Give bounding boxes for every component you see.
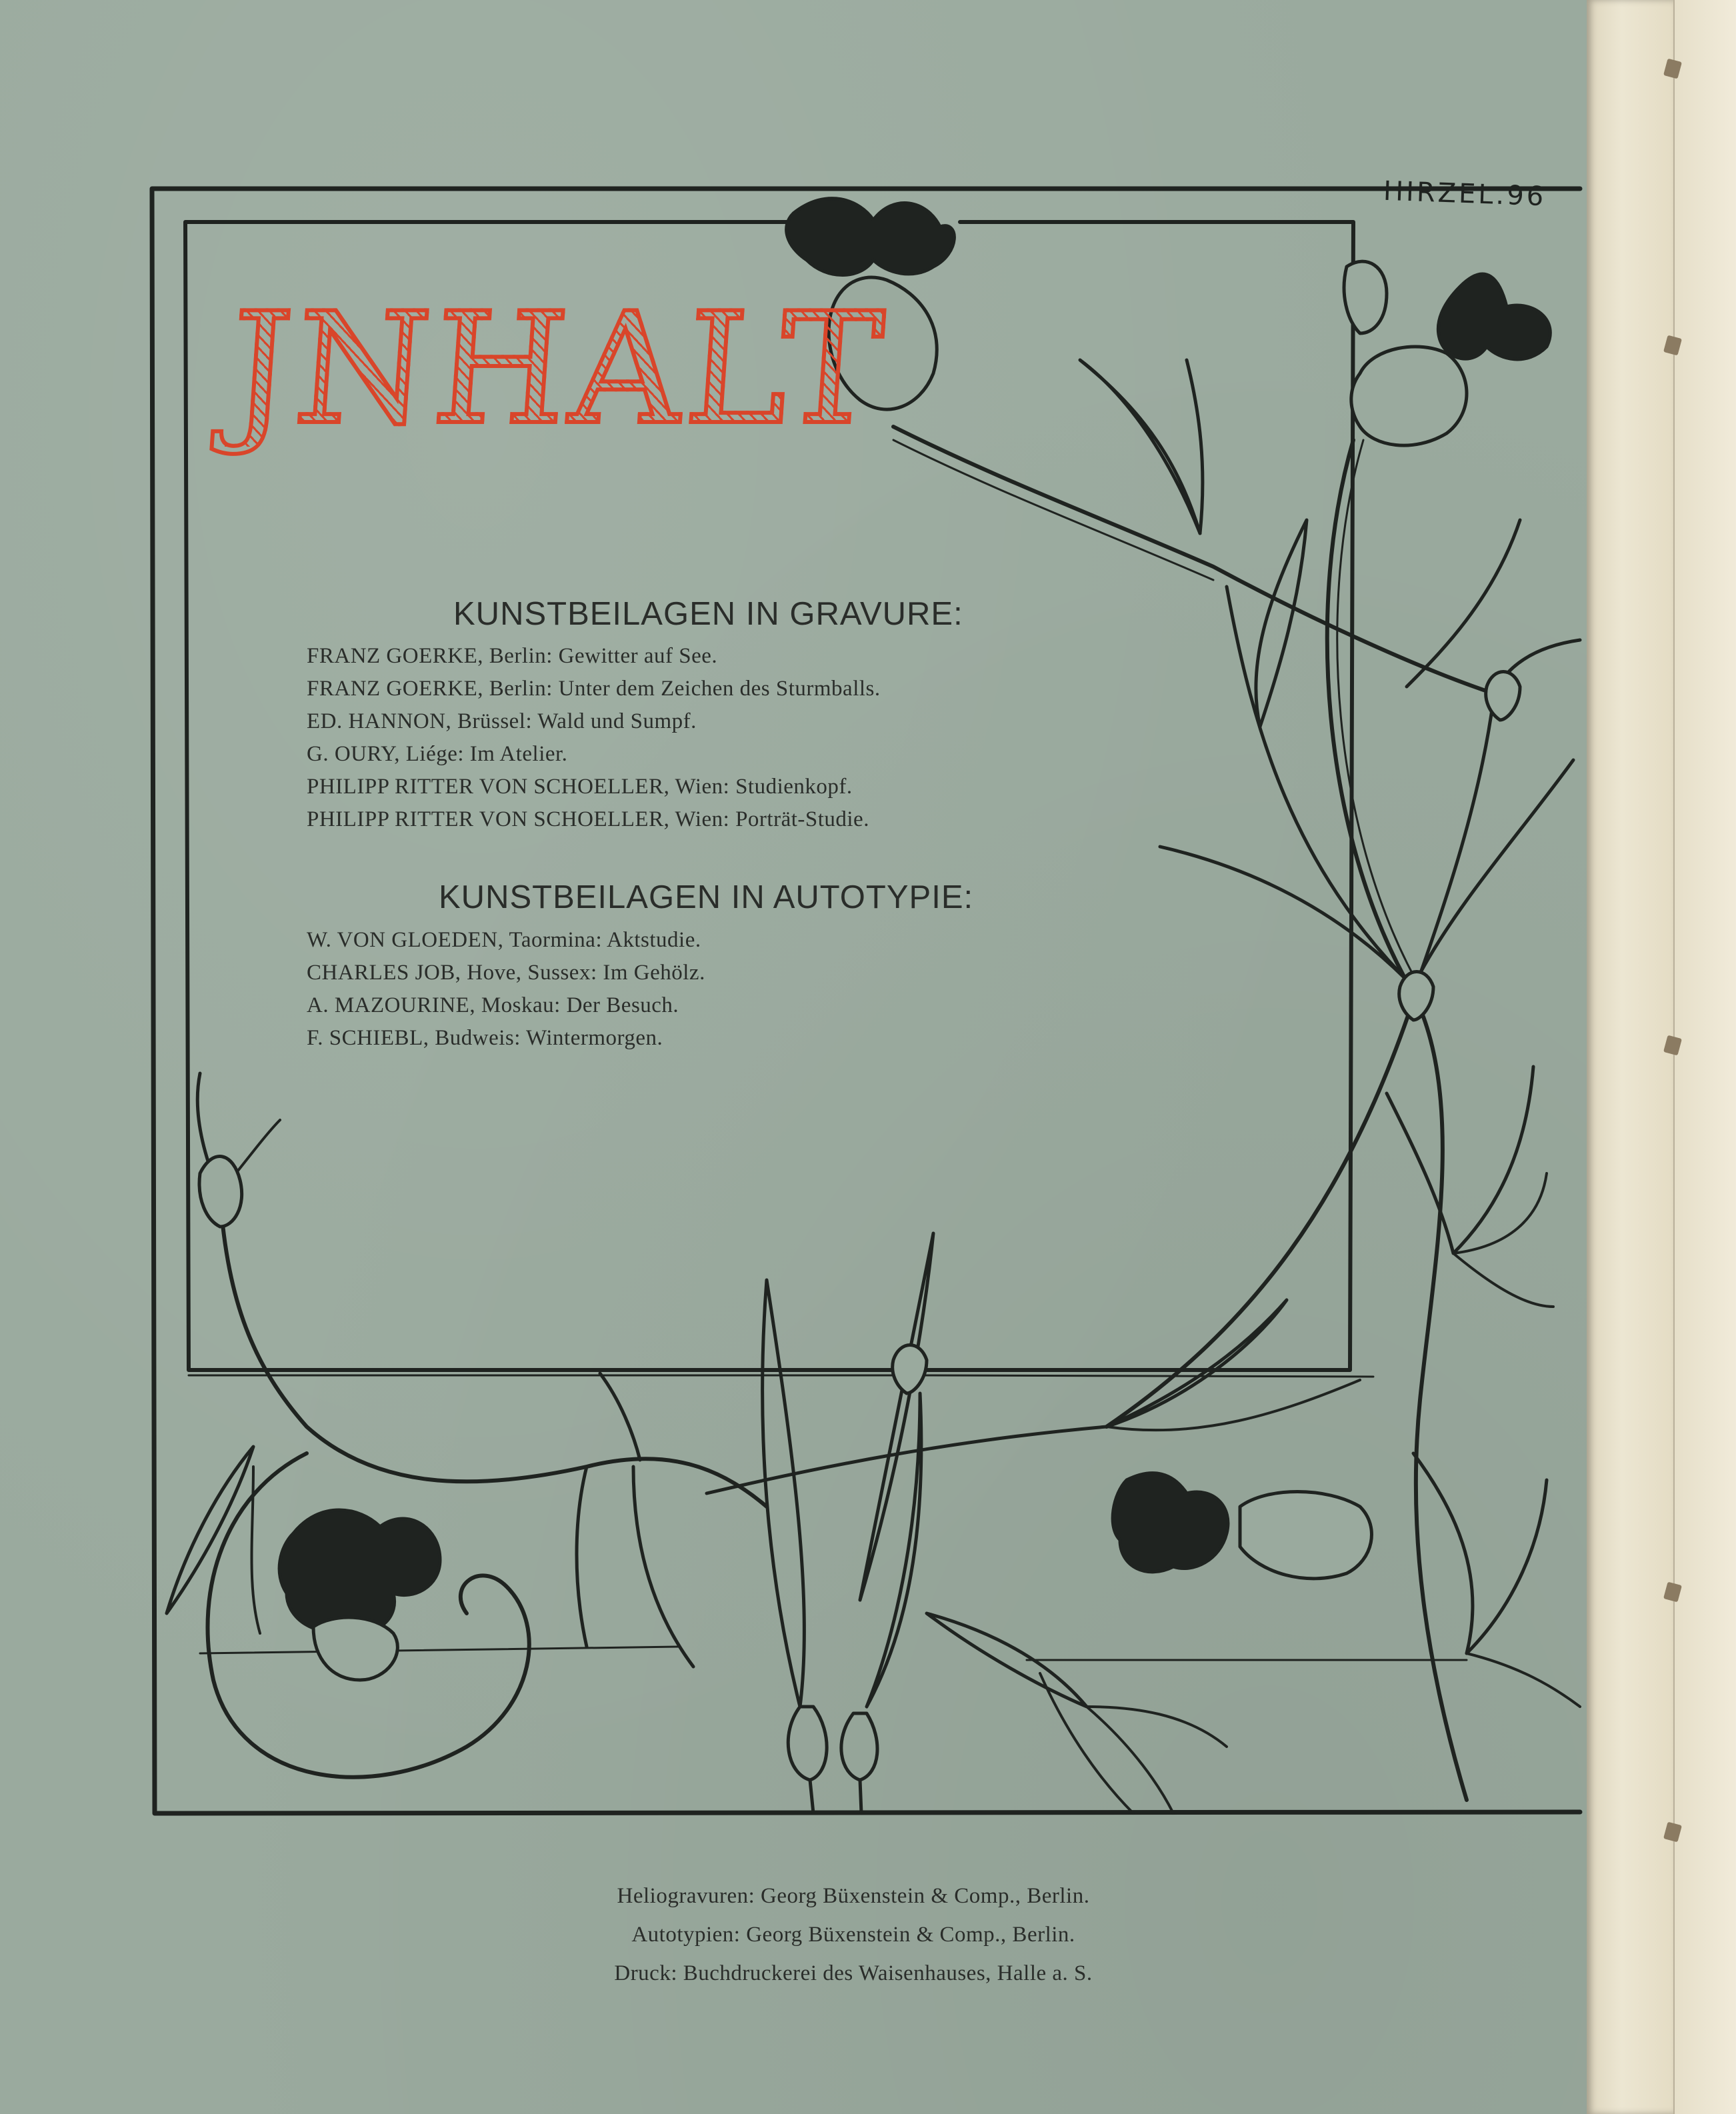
- leaf: [600, 1373, 640, 1460]
- stem: [1413, 700, 1493, 993]
- flower-bud: [313, 1617, 397, 1680]
- stem: [893, 427, 1493, 693]
- leaf: [1387, 1067, 1533, 1253]
- list-item: PHILIPP RITTER VON SCHOELLER, Wien: Studienkopf.: [307, 775, 853, 799]
- list-item: W. VON GLOEDEN, Taormina: Aktstudie.: [307, 928, 701, 952]
- list-item: FRANZ GOERKE, Berlin: Unter dem Zeichen des Sturmballs.: [307, 677, 881, 701]
- stem: [220, 1193, 767, 1507]
- leaf: [1420, 760, 1573, 973]
- leaf: [633, 1467, 693, 1667]
- stem: [1413, 1453, 1473, 1653]
- printer-credits: [0, 1877, 1587, 1993]
- flower-head: [1438, 274, 1550, 359]
- bulb: [788, 1707, 827, 1780]
- stem: [810, 1780, 861, 1813]
- stem: [1107, 1000, 1413, 1427]
- credit-line: Heliogravuren: Georg Büxenstein & Comp., Berlin.: [617, 1884, 1090, 1908]
- autotypie-list: [307, 924, 705, 1055]
- leaf: [1467, 1480, 1547, 1653]
- leaf: [1107, 1380, 1360, 1430]
- artist-signature: HIRZEL.96: [1383, 175, 1547, 213]
- flower-head: [787, 199, 955, 275]
- section-heading-gravure: KUNSTBEILAGEN IN GRAVURE:: [453, 596, 963, 632]
- page-title: JNHALT: [223, 281, 892, 459]
- leaf: [1087, 1707, 1173, 1813]
- leaf: [763, 1280, 805, 1707]
- flower-bud: [199, 1157, 242, 1227]
- list-item: G. OURY, Liége: Im Atelier.: [307, 742, 568, 766]
- section-heading-autotypie: KUNSTBEILAGEN IN AUTOTYPIE:: [439, 879, 974, 915]
- flower-head: [279, 1510, 440, 1631]
- list-item: PHILIPP RITTER VON SCHOELLER, Wien: Porträt-Studie.: [307, 807, 869, 831]
- leaf: [1453, 1253, 1553, 1307]
- leaf: [577, 1467, 587, 1647]
- flower-bud: [1351, 347, 1467, 445]
- gravure-list: [307, 640, 881, 836]
- stem: [1227, 587, 1413, 987]
- leaf: [1467, 1653, 1580, 1707]
- leaf: [1080, 360, 1200, 533]
- page-edge: [1587, 0, 1673, 2114]
- bulb: [841, 1713, 877, 1780]
- leaf: [1040, 1673, 1133, 1813]
- list-item: CHARLES JOB, Hove, Sussex: Im Gehölz.: [307, 961, 705, 985]
- flower-bud: [893, 1345, 927, 1394]
- flower-bud: [1486, 672, 1520, 721]
- list-item: F. SCHIEBL, Budweis: Wintermorgen.: [307, 1026, 663, 1050]
- leaf: [1407, 520, 1520, 687]
- leaf: [1453, 1173, 1547, 1253]
- list-item: A. MAZOURINE, Moskau: Der Besuch.: [307, 993, 679, 1017]
- list-item: ED. HANNON, Brüssel: Wald und Sumpf.: [307, 709, 697, 733]
- flower-head: [1113, 1473, 1228, 1572]
- flower-bud: [1344, 261, 1387, 333]
- credit-line: Druck: Buchdruckerei des Waisenhauses, Halle a. S.: [614, 1961, 1093, 1985]
- page-edge-back: [1673, 0, 1736, 2114]
- flower-bud: [1240, 1492, 1371, 1579]
- leaf: [1256, 520, 1307, 727]
- credit-line: Autotypien: Georg Büxenstein & Comp., Berlin.: [631, 1923, 1075, 1947]
- list-item: FRANZ GOERKE, Berlin: Gewitter auf See.: [307, 644, 718, 668]
- flower-bud: [1399, 972, 1433, 1021]
